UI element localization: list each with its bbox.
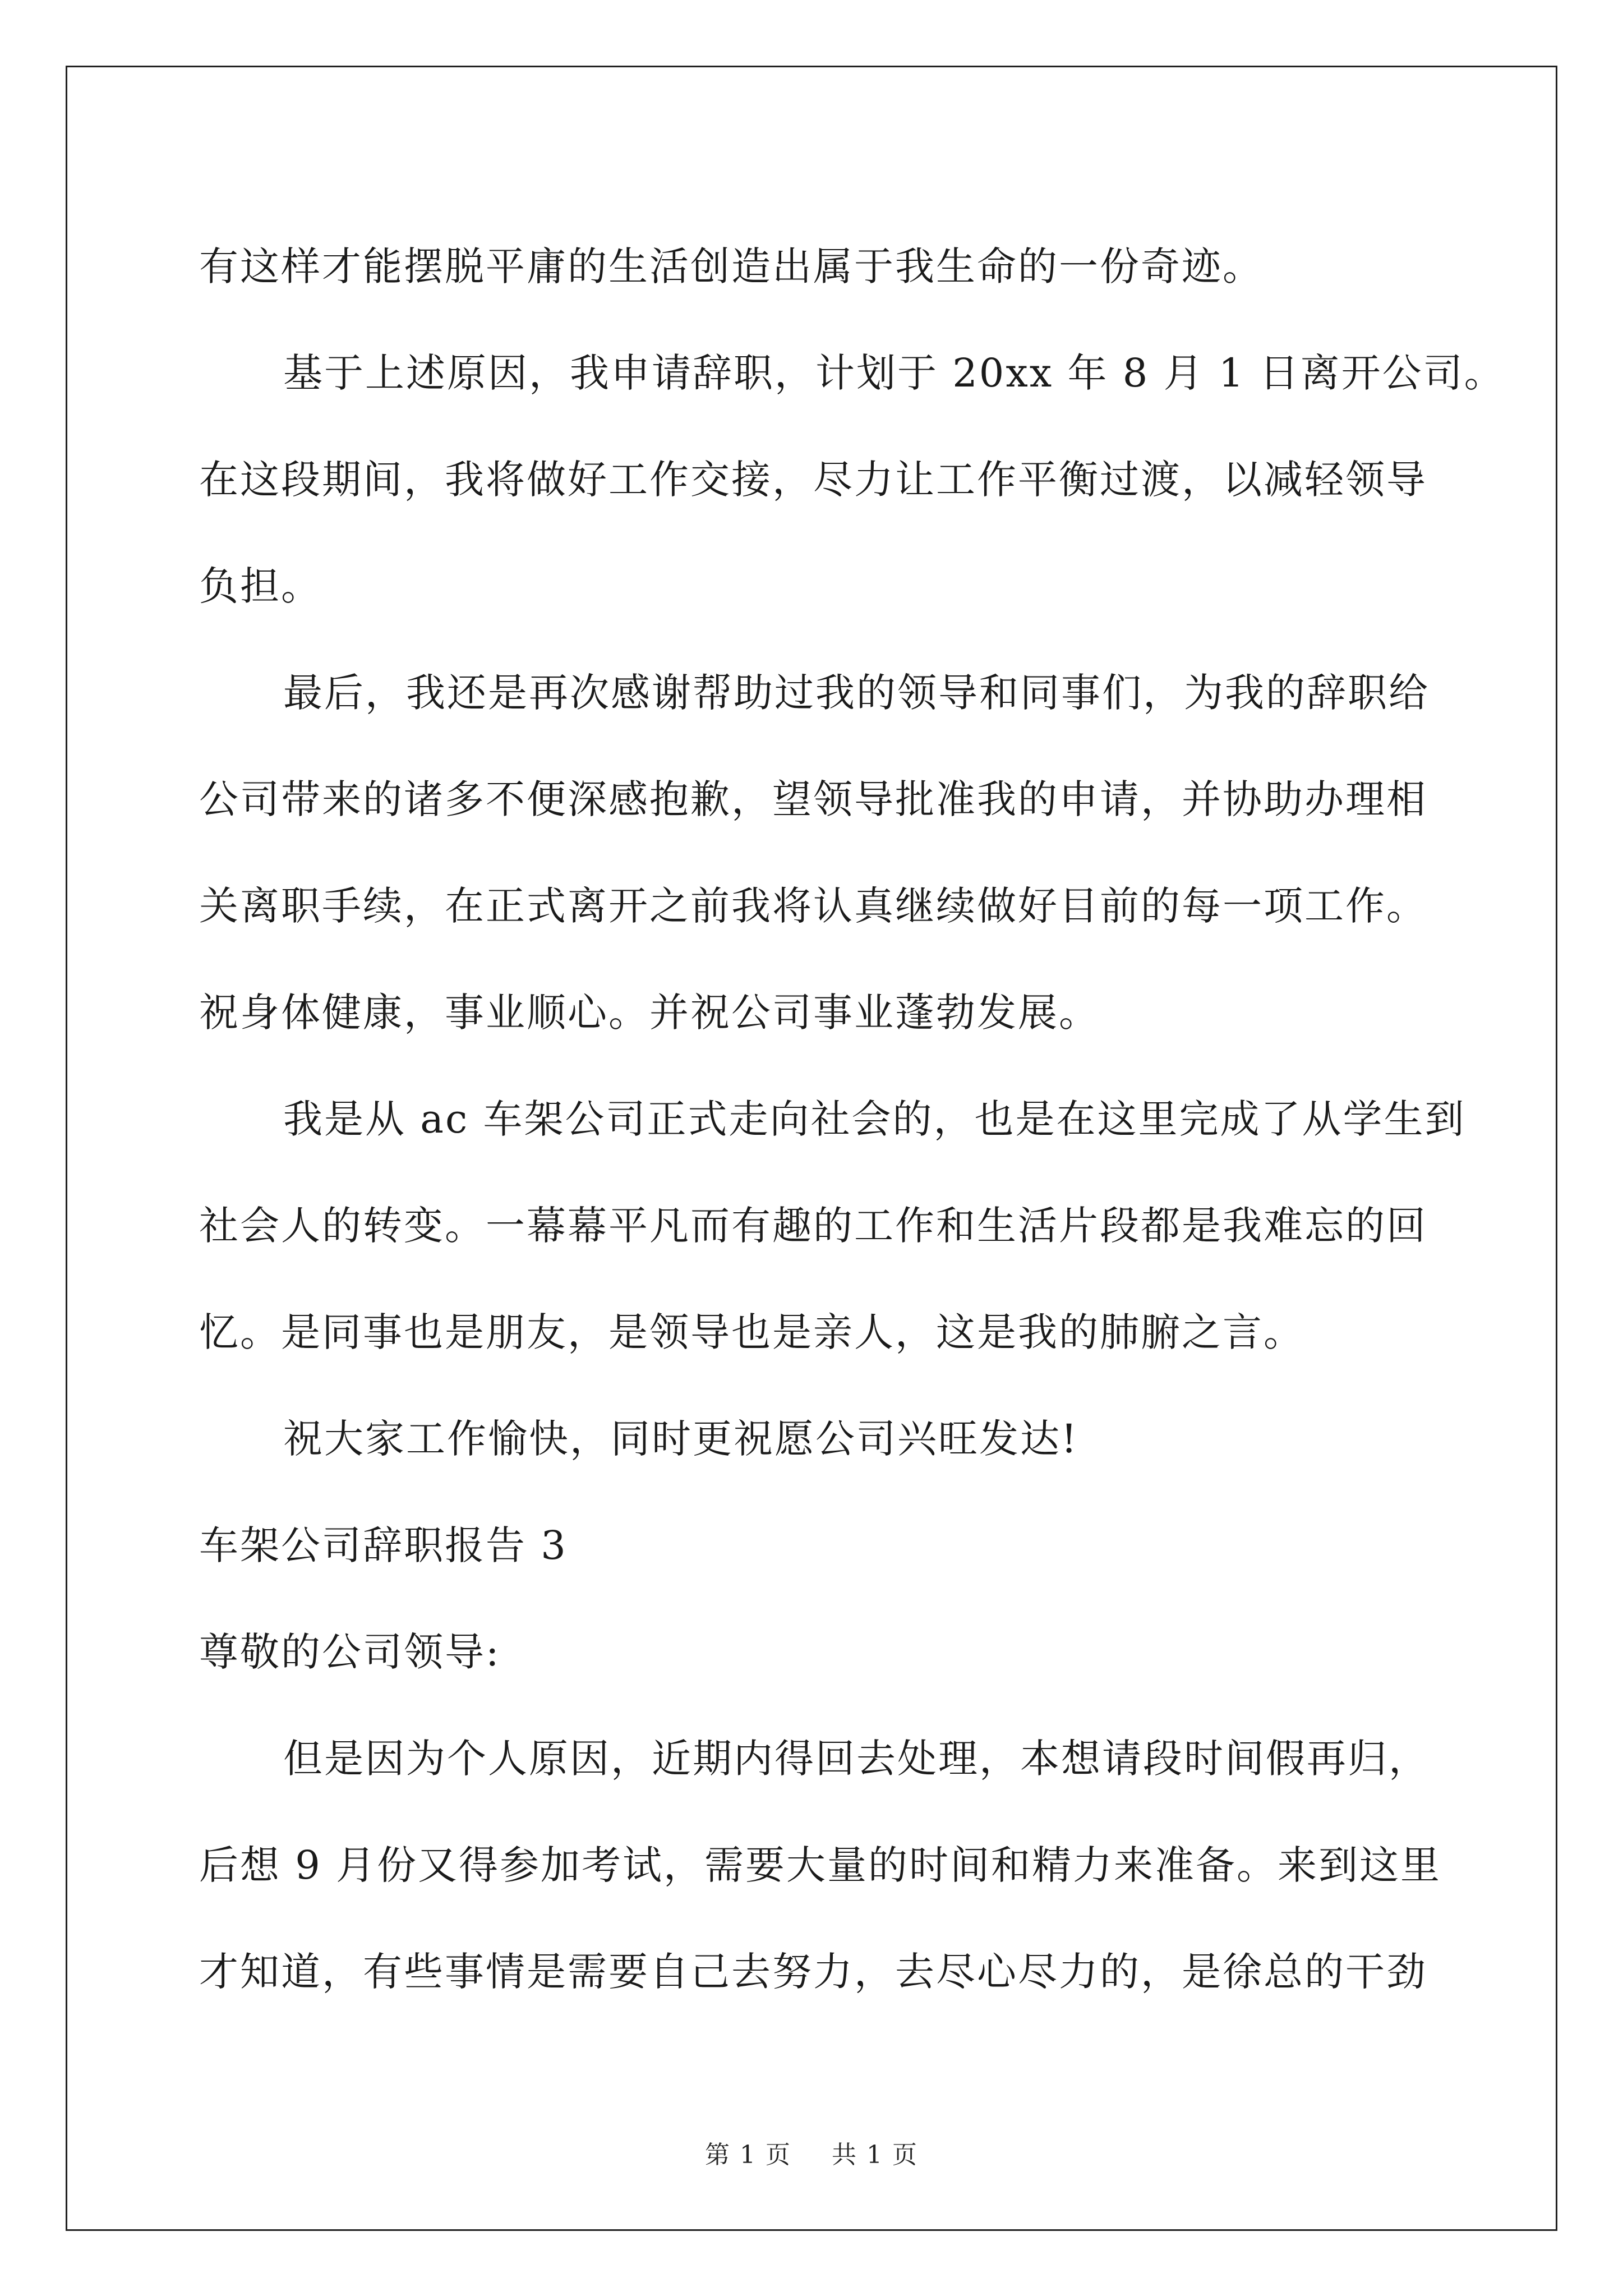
text-line: 最后，我还是再次感谢帮助过我的领导和同事们，为我的辞职给 <box>283 670 1430 716</box>
text-line: 祝大家工作愉快，同时更祝愿公司兴旺发达! <box>283 1416 1079 1462</box>
text-line: 忆。是同事也是朋友，是领导也是亲人，这是我的肺腑之言。 <box>199 1309 1304 1355</box>
text-line: 社会人的转变。一幕幕平凡而有趣的工作和生活片段都是我难忘的回 <box>199 1203 1427 1249</box>
page-number: 第 1 页 <box>705 2141 791 2169</box>
text-line: 我是从 ac 车架公司正式走向社会的，也是在这里完成了从学生到 <box>283 1096 1466 1142</box>
salutation: 尊敬的公司领导: <box>199 1629 501 1675</box>
section-heading: 车架公司辞职报告 3 <box>199 1522 568 1568</box>
page-total: 共 1 页 <box>832 2141 918 2169</box>
text-line: 在这段期间，我将做好工作交接，尽力让工作平衡过渡，以减轻领导 <box>199 457 1427 503</box>
document-body <box>199 213 1505 2025</box>
text-line: 负担。 <box>199 563 322 609</box>
page-footer <box>0 2134 1623 2170</box>
text-line: 但是因为个人原因，近期内得回去处理，本想请段时间假再归， <box>283 1736 1430 1782</box>
text-line: 才知道，有些事情是需要自己去努力，去尽心尽力的，是徐总的干劲 <box>199 1949 1427 1995</box>
text-line: 基于上述原因，我申请辞职，计划于 20xx 年 8 月 1 日离开公司。 <box>283 350 1505 396</box>
text-line: 祝身体健康，事业顺心。并祝公司事业蓬勃发展。 <box>199 990 1100 1036</box>
text-line: 公司带来的诸多不便深感抱歉，望领导批准我的申请，并协助办理相 <box>199 776 1427 822</box>
text-line: 后想 9 月份又得参加考试，需要大量的时间和精力来准备。来到这里 <box>199 1842 1442 1888</box>
text-line: 有这样才能摆脱平庸的生活创造出属于我生命的一份奇迹。 <box>199 243 1264 289</box>
text-line: 关离职手续，在正式离开之前我将认真继续做好目前的每一项工作。 <box>199 883 1427 929</box>
